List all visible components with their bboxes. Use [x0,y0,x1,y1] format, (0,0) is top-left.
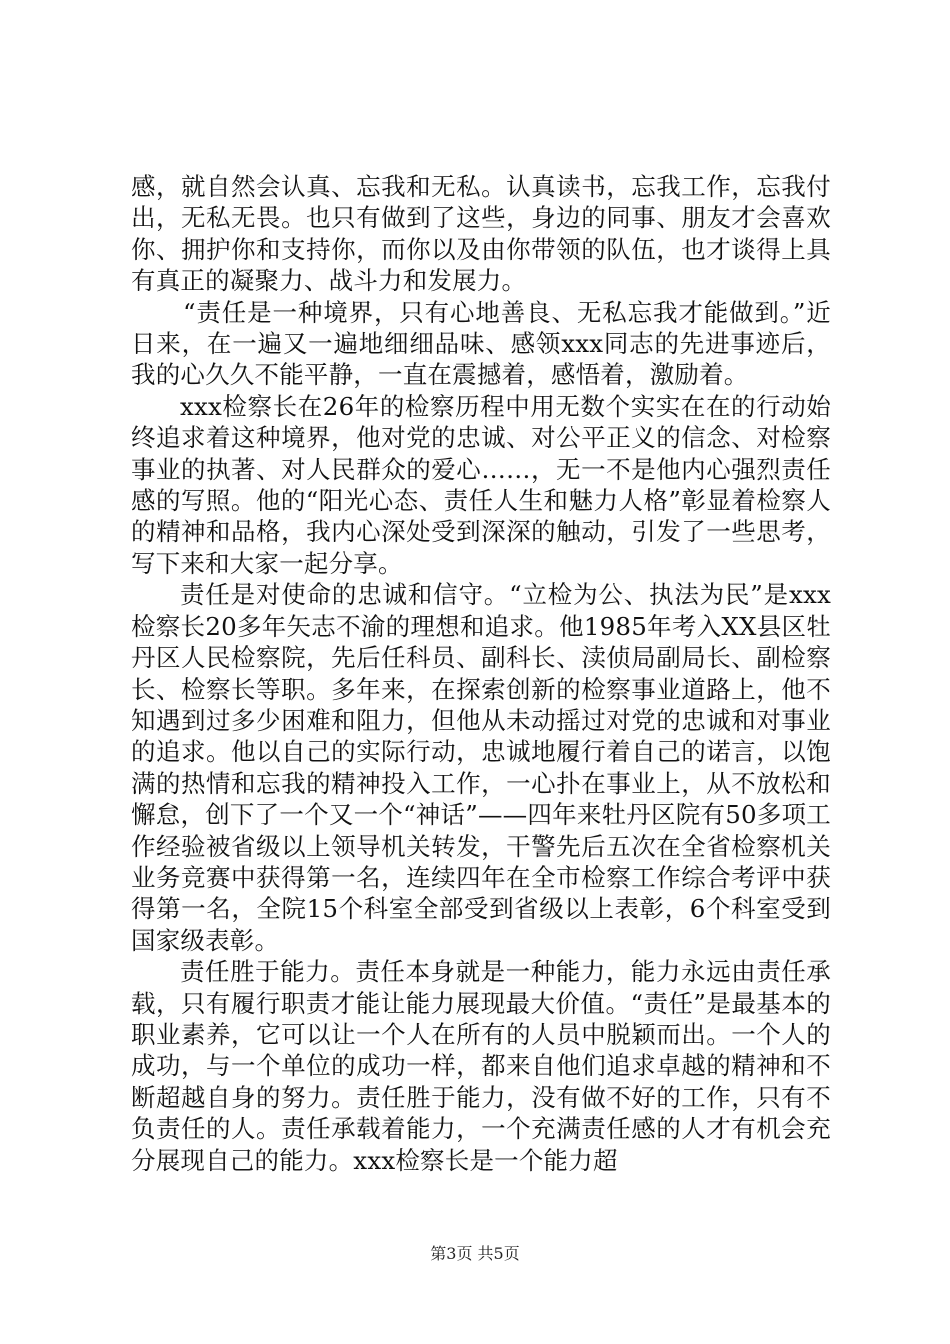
paragraph-4: 责任是对使命的忠诚和信守。“立检为公、执法为民”是xxx检察长20多年矢志不渝的理想和追求。他1985年考入XX县区牡丹区人民检察院，先后任科员、副科长、渎侦局副局长、副检察长、检察长等职。多年来，在探索创新的检察事业道路上，他不知遇到过多少困难和阻力，但他从未动摇过对党的忠诚和对事业的追求。他以自己的实际行动，忠诚地履行着自己的诺言，以饱满的热情和忘我的精神投入工作，一心扑在事业上，从不放松和懈怠，创下了一个又一个“神话”——四年来牡丹区院有50多项工作经验被省级以上领导机关转发，干警先后五次在全省检察机关业务竞赛中获得第一名，连续四年在全市检察工作综合考评中获得第一名，全院15个科室全部受到省级以上表彰，6个科室受到国家级表彰。 [131,580,831,955]
document-body [131,171,831,1176]
paragraph-1: 感，就自然会认真、忘我和无私。认真读书，忘我工作，忘我付出，无私无畏。也只有做到了这些，身边的同事、朋友才会喜欢你、拥护你和支持你，而你以及由你带领的队伍，也才谈得上具有真正的凝聚力、战斗力和发展力。 [131,172,831,296]
paragraph-3: xxx检察长在26年的检察历程中用无数个实实在在的行动始终追求着这种境界，他对党的忠诚、对公平正义的信念、对检察事业的执著、对人民群众的爱心……，无一不是他内心强烈责任感的写照。他的“阳光心态、责任人生和魅力人格”彰显着检察人的精神和品格，我内心深处受到深深的触动，引发了一些思考，写下来和大家一起分享。 [131,391,831,578]
paragraph-5: 责任胜于能力。责任本身就是一种能力，能力永远由责任承载，只有履行职责才能让能力展现最大价值。“责任”是最基本的职业素养，它可以让一个人在所有的人员中脱颖而出。一个人的成功，与一个单位的成功一样，都来自他们追求卓越的精神和不断超越自身的努力。责任胜于能力，没有做不好的工作，只有不负责任的人。责任承载着能力，一个充满责任感的人才有机会充分展现自己的能力。xxx检察长是一个能力超 [131,957,831,1175]
page-number-footer: 第3页 共5页 [430,1244,520,1263]
paragraph-2: “责任是一种境界，只有心地善良、无私忘我才能做到。”近日来，在一遍又一遍地细细品味、感领xxx同志的先进事迹后，我的心久久不能平静，一直在震撼着，感悟着，激励着。 [131,297,831,390]
